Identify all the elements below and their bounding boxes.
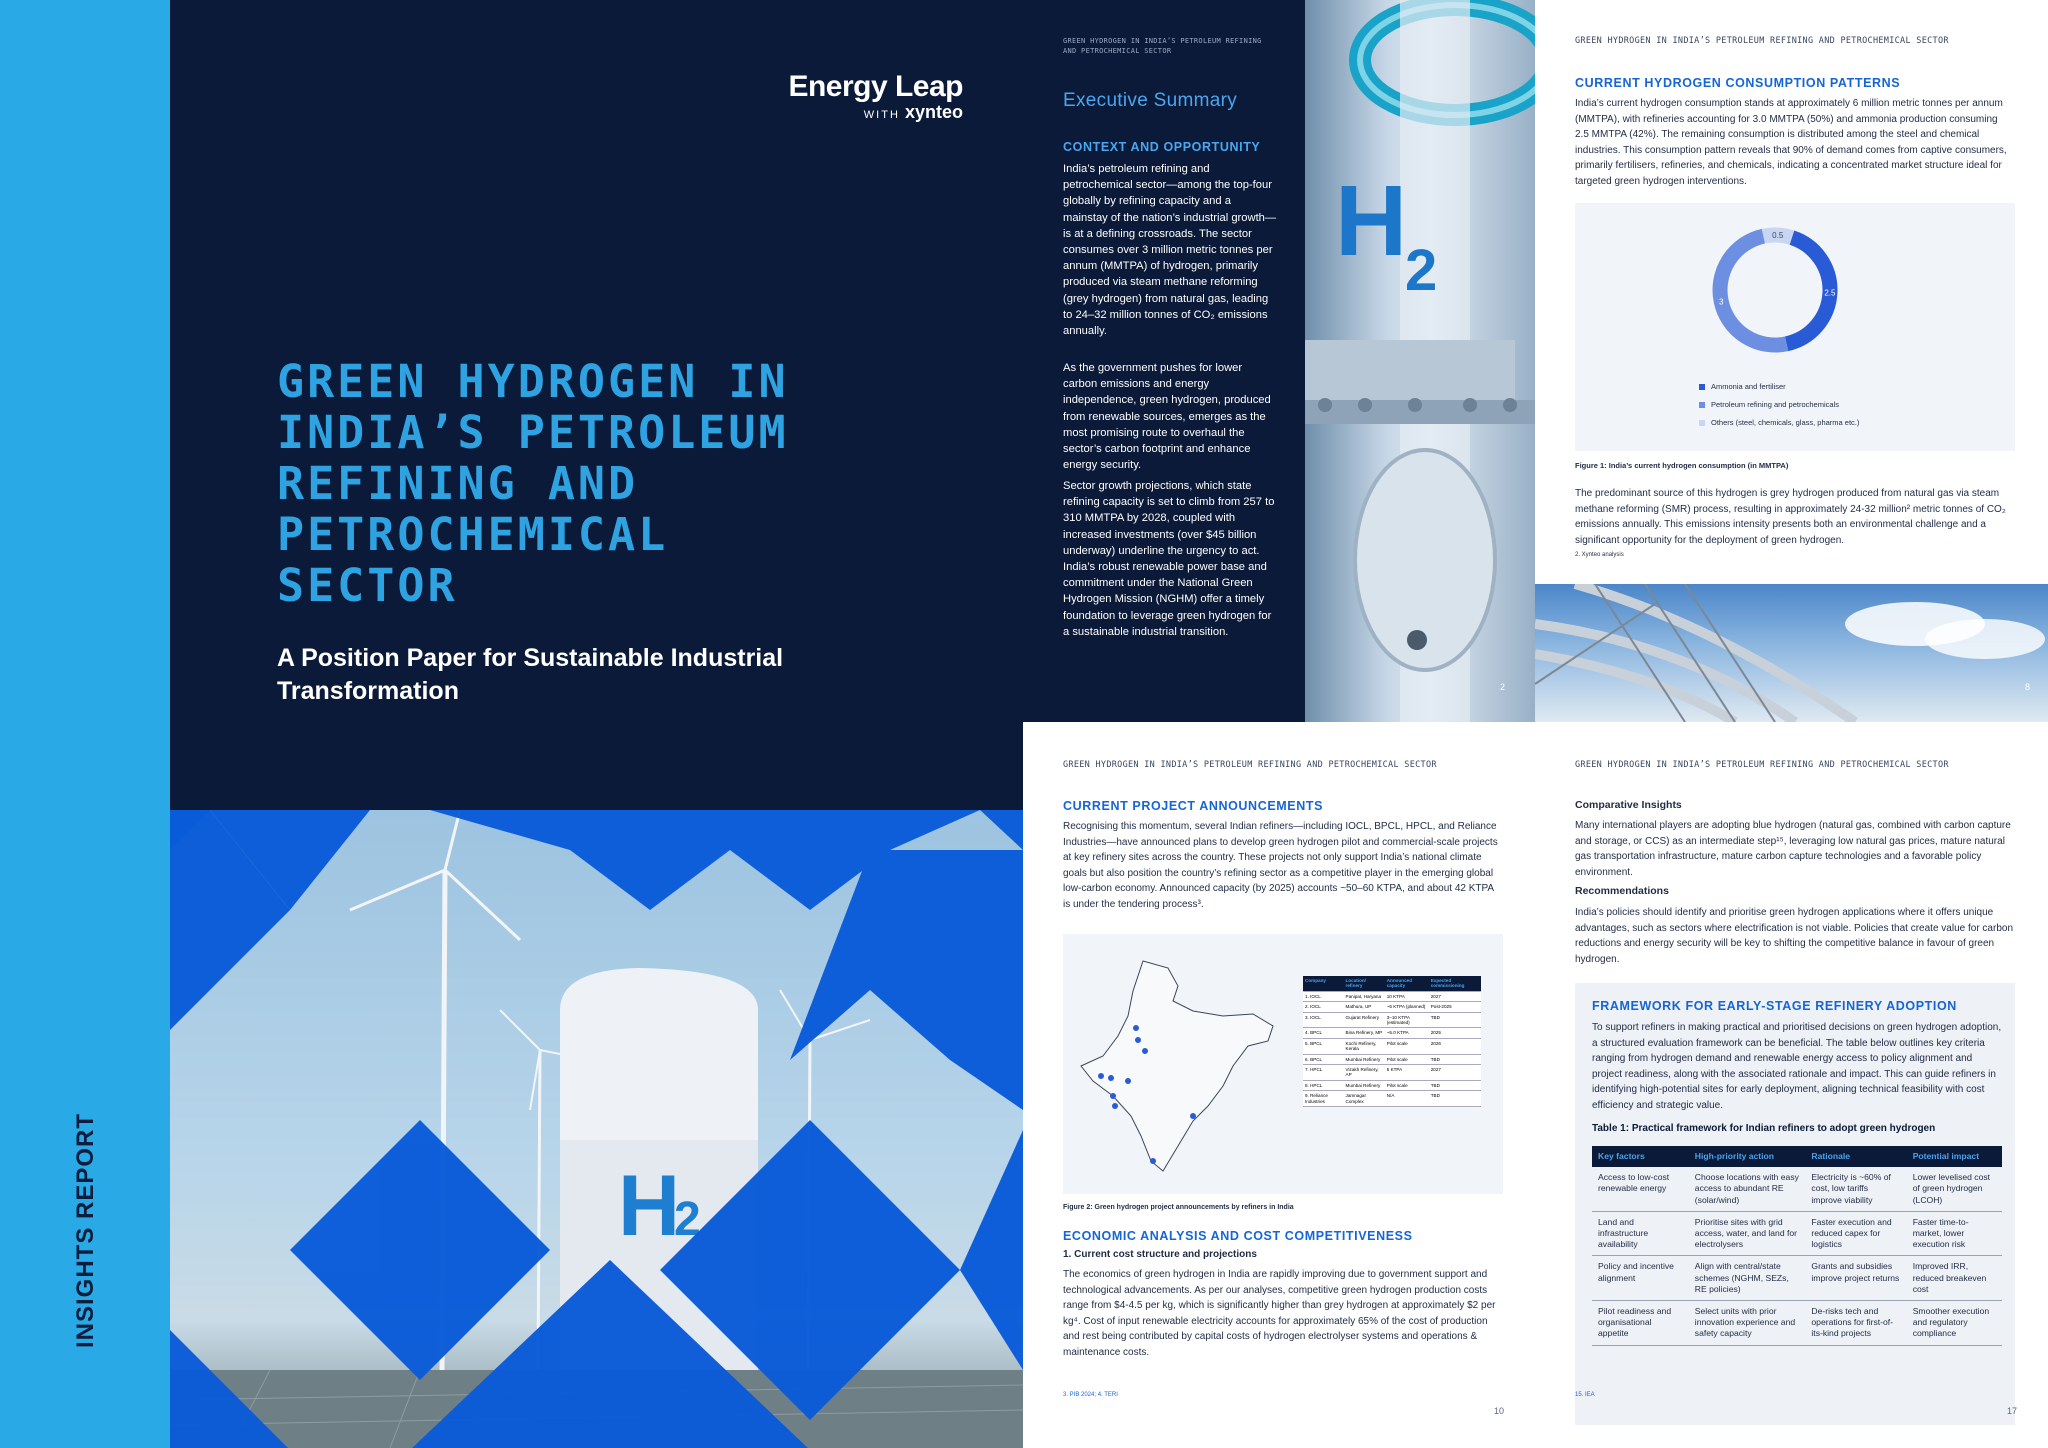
- map-marker: [1135, 1037, 1141, 1043]
- map-marker: [1098, 1073, 1104, 1079]
- project-announcements-page: [1023, 722, 1535, 1448]
- pipe-illustration: [1305, 0, 1535, 722]
- table-cell: Prioritise sites with grid access, water, and land for electrolysers: [1689, 1211, 1806, 1256]
- table-cell: Panipat, Haryana: [1344, 991, 1385, 1001]
- footnote: 2. Xynteo analysis: [1575, 552, 1624, 558]
- page-header: GREEN HYDROGEN IN INDIA’S PETROLEUM REFINING AND PETROCHEMICAL SECTOR: [1063, 760, 1437, 770]
- exec-page-number: 2: [1500, 682, 1506, 692]
- cover-illustration: [170, 810, 1023, 1448]
- table-header-cell: Rationale: [1805, 1146, 1906, 1167]
- project-table-row: [1303, 1012, 1481, 1028]
- table-cell: Smoother execution and regulatory compliance: [1907, 1301, 2002, 1346]
- table-cell: Lower levelised cost of green hydrogen (LCOH): [1907, 1167, 2002, 1211]
- project-announcements-heading: CURRENT PROJECT ANNOUNCEMENTS: [1063, 799, 1324, 813]
- table-cell: 3–10 KTPA (estimated): [1385, 1012, 1429, 1028]
- economic-analysis-heading: ECONOMIC ANALYSIS AND COST COMPETITIVENESS: [1063, 1229, 1413, 1243]
- table-cell: 4. BPCL: [1303, 1028, 1344, 1038]
- page-header: GREEN HYDROGEN IN INDIA’S PETROLEUM REFINING AND PETROCHEMICAL SECTOR: [1575, 760, 1949, 770]
- legend-item-refining: [1699, 400, 1859, 409]
- table-cell: Gujarat Refinery: [1344, 1012, 1385, 1028]
- map-marker: [1108, 1075, 1114, 1081]
- framework-table-row: [1592, 1167, 2002, 1211]
- table-cell: 2. IOCL: [1303, 1002, 1344, 1012]
- framework-table: [1592, 1146, 2002, 1346]
- table-cell: 9. Reliance Industries: [1303, 1091, 1344, 1107]
- footnote: 3. PIB 2024; 4. TERI: [1063, 1392, 1118, 1398]
- table-cell: Mathura, UP: [1344, 1002, 1385, 1012]
- table-header-cell: Announced capacity: [1385, 976, 1429, 991]
- table-cell: Faster time-to-market, lower execution risk: [1907, 1211, 2002, 1256]
- brand-logo: [788, 70, 963, 123]
- framework-paragraph: To support refiners in making practical and prioritised decisions on green hydrogen adoption, a structured evaluation framework can be beneficial. The table below outlines key criteria ranging from hydrogen demand and renewable energy access to policy alignment and project readiness, along with the associated rationale and impact. This can guide refiners in identifying high-potential sites for early deployment, aligning technical feasibility with cost efficiency and strategic value.: [1592, 1022, 2002, 1111]
- tank-2-subscript: 2: [674, 1193, 701, 1246]
- table-cell: De-risks tech and operations for first-of-its-kind projects: [1805, 1301, 1906, 1346]
- table-cell: 1. IOCL: [1303, 991, 1344, 1001]
- framework-table-wrap: [1592, 1146, 2002, 1346]
- project-paragraph: Recognising this momentum, several Indian refiners—including IOCL, BPCL, HPCL, and Reliance Industries—have announced plans to develop green hydrogen pilot and commercial-scale projects at key refinery sites across the country. These projects not only support India’s national climate goals but also position the country’s refining sector as a competitive player in the emerging global low-carbon economy. Announced capacity (by 2025) accounts ~50–60 KTPA, and about 42 KTPA is under the tendering process³.: [1063, 821, 1498, 910]
- legend-label: Ammonia and fertiliser: [1711, 382, 1786, 391]
- figure-2-caption: Figure 2: Green hydrogen project announcements by refiners in India: [1063, 1204, 1294, 1211]
- table-cell: TBD: [1429, 1080, 1481, 1090]
- project-table-row: [1303, 1080, 1481, 1090]
- legend-swatch: [1699, 384, 1705, 390]
- project-table-row: [1303, 1065, 1481, 1081]
- map-marker: [1125, 1078, 1131, 1084]
- brand-partner: [788, 102, 963, 123]
- framework-table-row: [1592, 1301, 2002, 1346]
- table-cell: 7. HPCL: [1303, 1065, 1344, 1081]
- framework-heading: FRAMEWORK FOR EARLY-STAGE REFINERY ADOPTION: [1592, 999, 1957, 1013]
- table-cell: Faster execution and reduced capex for logistics: [1805, 1211, 1906, 1256]
- table-cell: 2026: [1429, 1038, 1481, 1054]
- table-cell: 8. HPCL: [1303, 1080, 1344, 1090]
- table-cell: Bina Refinery, MP: [1344, 1028, 1385, 1038]
- project-table-row: [1303, 1038, 1481, 1054]
- context-opportunity-heading: CONTEXT AND OPPORTUNITY: [1063, 140, 1261, 154]
- map-marker: [1142, 1048, 1148, 1054]
- page-17-number: 17: [2007, 1406, 2018, 1416]
- project-table-row: [1303, 1002, 1481, 1012]
- map-marker: [1190, 1113, 1196, 1119]
- table-cell: Access to low-cost renewable energy: [1592, 1167, 1689, 1211]
- table-cell: Jamnagar Complex: [1344, 1091, 1385, 1107]
- map-marker: [1133, 1025, 1139, 1031]
- table-cell: 3. IOCL: [1303, 1012, 1344, 1028]
- pipe-h-letter: H: [1335, 165, 1408, 277]
- chart-legend: [1699, 382, 1859, 436]
- page-10-number: 10: [1494, 1406, 1505, 1416]
- table-header-cell: Expected commissioning: [1429, 976, 1481, 991]
- project-table: [1303, 976, 1481, 1107]
- project-table-row: [1303, 1028, 1481, 1038]
- table-cell: ~5 KTPA (planned): [1385, 1002, 1429, 1012]
- table-cell: Align with central/state schemes (NGHM, SEZs, RE policies): [1689, 1256, 1806, 1301]
- table-1-title: Table 1: Practical framework for Indian refiners to adopt green hydrogen: [1592, 1123, 1936, 1134]
- recommendations-page: [1535, 722, 2048, 1448]
- legend-item-ammonia: [1699, 382, 1859, 391]
- legend-swatch: [1699, 420, 1705, 426]
- table-cell: TBD: [1429, 1091, 1481, 1107]
- table-cell: Policy and incentive alignment: [1592, 1256, 1689, 1301]
- india-map: [1073, 956, 1283, 1186]
- table-cell: 2027: [1429, 991, 1481, 1001]
- table-cell: Pilot scale: [1385, 1080, 1429, 1090]
- table-cell: ~5.0 KTPA: [1385, 1028, 1429, 1038]
- table-cell: Choose locations with easy access to abundant RE (solar/wind): [1689, 1167, 1806, 1211]
- table-header-cell: Location/ refinery: [1344, 976, 1385, 991]
- pipe-2-subscript: 2: [1405, 238, 1438, 303]
- framework-box: [1575, 983, 2018, 1425]
- comparative-paragraph: Many international players are adopting blue hydrogen (natural gas, combined with carbon capture and storage, or CCS) as an intermediate step¹⁵, leveraging low natural gas prices, mature natural gas transportation infrastructure, mature carbon capture technologies and a favorable policy environment.: [1575, 820, 2011, 878]
- table-cell: Electricity is ~60% of cost, low tariffs improve viability: [1805, 1167, 1906, 1211]
- project-table-row: [1303, 1091, 1481, 1107]
- table-cell: TBD: [1429, 1012, 1481, 1028]
- table-cell: Improved IRR, reduced breakeven cost: [1907, 1256, 2002, 1301]
- consumption-heading: CURRENT HYDROGEN CONSUMPTION PATTERNS: [1575, 76, 1901, 90]
- brand-with: WITH: [863, 109, 900, 121]
- table-cell: 2027: [1429, 1065, 1481, 1081]
- page-8-number: 8: [2025, 682, 2031, 692]
- legend-label: Petroleum refining and petrochemicals: [1711, 400, 1839, 409]
- donut-slice: [1720, 236, 1787, 345]
- cover-page: [170, 0, 1023, 810]
- page-header: GREEN HYDROGEN IN INDIA’S PETROLEUM REFINING AND PETROCHEMICAL SECTOR: [1575, 36, 1949, 46]
- table-cell: Grants and subsidies improve project returns: [1805, 1256, 1906, 1301]
- table-header-cell: Company: [1303, 976, 1344, 991]
- comparative-insights-heading: Comparative Insights: [1575, 799, 1682, 811]
- table-cell: Mumbai Refinery: [1344, 1054, 1385, 1064]
- hydrogen-pipe-image: [1305, 0, 1535, 722]
- donut-data-label: 2.5: [1824, 288, 1836, 298]
- table-header-cell: Potential impact: [1907, 1146, 2002, 1167]
- tank-h-letter: H: [618, 1158, 681, 1254]
- table-cell: Pilot scale: [1385, 1054, 1429, 1064]
- executive-summary-title: Executive Summary: [1063, 90, 1238, 111]
- table-cell: 6. BPCL: [1303, 1054, 1344, 1064]
- project-table-row: [1303, 991, 1481, 1001]
- table-cell: 5 KTPA: [1385, 1065, 1429, 1081]
- donut-data-label: 3: [1719, 297, 1724, 307]
- table-cell: 2025: [1429, 1028, 1481, 1038]
- table-cell: N/A: [1385, 1091, 1429, 1107]
- page-header: GREEN HYDROGEN IN INDIA’S PETROLEUM REFINING AND PETROCHEMICAL SECTOR: [1063, 37, 1262, 55]
- table-cell: Pilot scale: [1385, 1038, 1429, 1054]
- consumption-paragraph-2: The predominant source of this hydrogen is grey hydrogen produced from natural gas via steam methane reforming (SMR) process, resulting in approximately 24-32 million² metric tonnes of CO₂ emissions annually. This emissions intensity presents both an environmental challenge and a significant opportunity for the deployment of green hydrogen.: [1575, 488, 2006, 546]
- map-marker: [1110, 1093, 1116, 1099]
- project-map-panel: [1063, 934, 1503, 1194]
- cover-subtitle: A Position Paper for Sustainable Industrial Transformation: [277, 644, 784, 705]
- map-marker: [1150, 1158, 1156, 1164]
- legend-swatch: [1699, 402, 1705, 408]
- refinery-pipes-image: [1535, 584, 2048, 722]
- exec-paragraph-2: As the government pushes for lower carbon emissions and energy independence, green hydrogen, produced from renewable sources, emerges as the most promising route to overhaul the sector’s carbon footprint and enhance energy security.: [1063, 362, 1271, 472]
- table-cell: Kochi Refinery, Kerala: [1344, 1038, 1385, 1054]
- consumption-chart-panel: [1575, 203, 2015, 451]
- recommendations-heading: Recommendations: [1575, 885, 1669, 897]
- cover-title: GREEN HYDROGEN IN INDIA’S PETROLEUM REFINING AND PETROCHEMICAL SECTOR: [277, 355, 789, 612]
- footnote: 15. IEA: [1575, 1392, 1595, 1398]
- legend-item-others: [1699, 418, 1859, 427]
- table-cell: Post-2025: [1429, 1002, 1481, 1012]
- recommendations-paragraph: India’s policies should identify and prioritise green hydrogen applications where it offers unique advantages, such as sectors where electrification is not viable. Policies that create value for carbon reductions and energy security will be key to shifting the competitive balance in favour of green hydrogen.: [1575, 907, 2014, 965]
- table-cell: TBD: [1429, 1054, 1481, 1064]
- table-cell: 5. BPCL: [1303, 1038, 1344, 1054]
- table-cell: Mumbai Refinery: [1344, 1080, 1385, 1090]
- table-cell: Land and infrastructure availability: [1592, 1211, 1689, 1256]
- refinery-illustration: [1535, 584, 2048, 722]
- table-header-cell: High-priority action: [1689, 1146, 1806, 1167]
- donut-data-label: 0.5: [1772, 231, 1784, 241]
- consumption-page: [1535, 0, 2048, 584]
- cover-image: [170, 810, 1023, 1448]
- framework-table-row: [1592, 1256, 2002, 1301]
- map-marker: [1112, 1103, 1118, 1109]
- exec-paragraph-3: Sector growth projections, which state refining capacity is set to climb from 257 to 310 MMTPA by 2028, coupled with increased investments (over $45 billion underway) underline the urgency to act. India’s robust renewable power base and commitment under the National Green Hydrogen Mission (NGHM) offer a timely foundation to leverage green hydrogen for a sustainable industrial transition.: [1063, 480, 1275, 638]
- figure-1-caption: Figure 1: India’s current hydrogen consumption (in MMTPA): [1575, 461, 1789, 470]
- side-strip: [0, 0, 170, 1448]
- framework-table-row: [1592, 1211, 2002, 1256]
- consumption-paragraph-1: India’s current hydrogen consumption stands at approximately 6 million metric tonnes per annum (MMTPA), with refineries accounting for 3.0 MMTPA (50%) and ammonia production consuming 2.5 MMTPA (42%). The remaining consumption is distributed among the steel and chemical industries. This consumption pattern reveals that 90% of demand comes from captive consumers, primarily fertilisers, refineries, and chemicals, indicating a concentrated market structure ideal for targeted green hydrogen interventions.: [1575, 98, 2007, 187]
- project-table-row: [1303, 1054, 1481, 1064]
- table-header-cell: Key factors: [1592, 1146, 1689, 1167]
- table-cell: 10 KTPA: [1385, 991, 1429, 1001]
- exec-paragraph-1: India’s petroleum refining and petrochemical sector—among the top-four globally by refining capacity and a mainstay of the nation’s industrial growth—is at a defining crossroads. The sector consumes over 3 million metric tonnes per annum (MMTPA) of hydrogen, primarily produced via steam methane reforming (grey hydrogen) from natural gas, leading to 24–32 million tonnes of CO₂ emissions annually.: [1063, 163, 1277, 338]
- cost-structure-subheading: 1. Current cost structure and projections: [1063, 1249, 1257, 1260]
- table-cell: Vizakh Refinery, AP: [1344, 1065, 1385, 1081]
- cost-paragraph: The economics of green hydrogen in India are rapidly improving due to government support and technological advancements. As per our analyses, competitive green hydrogen production costs range from $4-4.5 per kg, which is significantly higher than grey hydrogen at approximately $2 per kg⁴. Cost of input renewable electricity accounts for approximately 65% of the cost of production and rest being contributed by capital costs of hydrogen electrolyser systems and operations & maintenance costs.: [1063, 1269, 1496, 1358]
- legend-label: Others (steel, chemicals, glass, pharma etc.): [1711, 418, 1860, 427]
- executive-summary-page: [1023, 0, 1305, 722]
- table-cell: Select units with prior innovation experience and safety capacity: [1689, 1301, 1806, 1346]
- table-cell: Pilot readiness and organisational appetite: [1592, 1301, 1689, 1346]
- brand-partner-name: xynteo: [904, 102, 963, 122]
- brand-name: Energy Leap: [788, 70, 963, 103]
- project-table-wrap: [1303, 976, 1481, 1107]
- insights-report-label: INSIGHTS REPORT: [72, 1112, 99, 1348]
- donut-group: [1719, 231, 1836, 345]
